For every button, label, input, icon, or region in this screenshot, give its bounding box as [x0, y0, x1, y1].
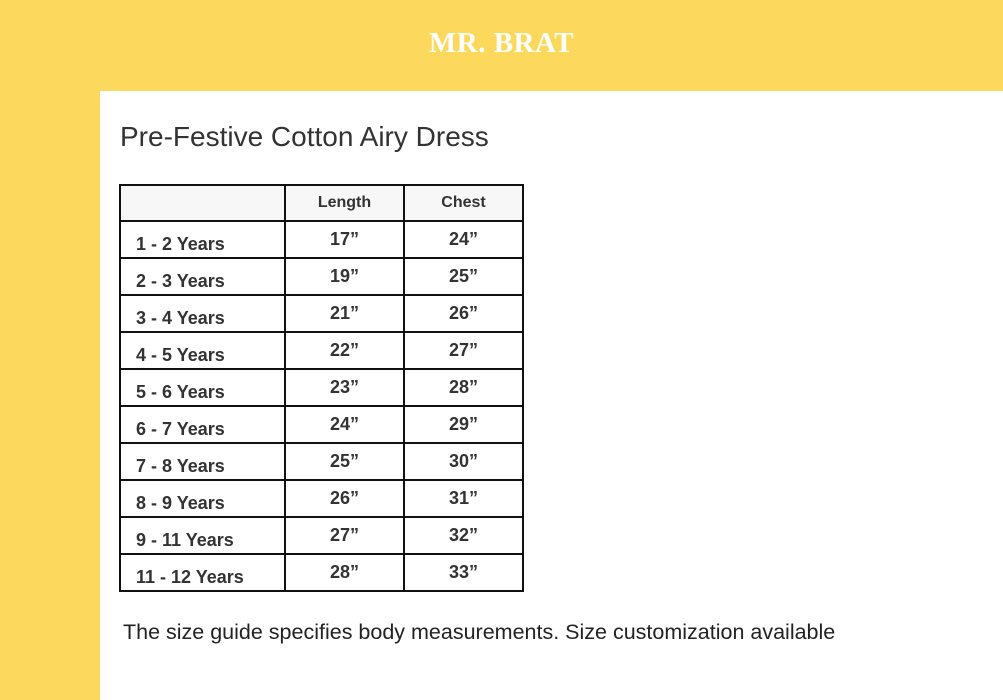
table-row	[120, 480, 523, 517]
column-header-chest: Chest	[404, 185, 523, 221]
length-cell: 24”	[285, 406, 404, 443]
length-cell: 27”	[285, 517, 404, 554]
table-row	[120, 443, 523, 480]
size-chart-table	[119, 184, 524, 592]
page-title: Pre-Festive Cotton Airy Dress	[120, 121, 489, 152]
table-row	[120, 406, 523, 443]
chest-cell: 26”	[404, 295, 523, 332]
length-cell: 22”	[285, 332, 404, 369]
size-cell: 8 - 9 Years	[120, 480, 285, 517]
size-cell: 2 - 3 Years	[120, 258, 285, 295]
chest-cell: 25”	[404, 258, 523, 295]
content-panel	[100, 91, 1003, 700]
chest-cell: 31”	[404, 480, 523, 517]
size-cell: 1 - 2 Years	[120, 221, 285, 258]
chest-cell: 32”	[404, 517, 523, 554]
length-cell: 26”	[285, 480, 404, 517]
table-row	[120, 258, 523, 295]
size-cell: 9 - 11 Years	[120, 517, 285, 554]
chest-cell: 33”	[404, 554, 523, 591]
size-cell: 7 - 8 Years	[120, 443, 285, 480]
size-cell: 11 - 12 Years	[120, 554, 285, 591]
length-cell: 23”	[285, 369, 404, 406]
chest-cell: 30”	[404, 443, 523, 480]
table-row	[120, 369, 523, 406]
table-row	[120, 295, 523, 332]
chest-cell: 29”	[404, 406, 523, 443]
column-header-size	[120, 185, 285, 221]
length-cell: 21”	[285, 295, 404, 332]
size-guide-note: The size guide specifies body measurements. Size customization available	[123, 620, 836, 644]
table-row	[120, 517, 523, 554]
size-cell: 6 - 7 Years	[120, 406, 285, 443]
column-header-length: Length	[285, 185, 404, 221]
table-row	[120, 554, 523, 591]
brand-logo: MR. BRAT	[428, 27, 575, 59]
length-cell: 17”	[285, 221, 404, 258]
size-cell: 4 - 5 Years	[120, 332, 285, 369]
size-cell: 3 - 4 Years	[120, 295, 285, 332]
length-cell: 19”	[285, 258, 404, 295]
length-cell: 28”	[285, 554, 404, 591]
length-cell: 25”	[285, 443, 404, 480]
chest-cell: 27”	[404, 332, 523, 369]
table-row	[120, 221, 523, 258]
chest-cell: 28”	[404, 369, 523, 406]
chest-cell: 24”	[404, 221, 523, 258]
table-header-row	[120, 185, 523, 221]
table-row	[120, 332, 523, 369]
size-cell: 5 - 6 Years	[120, 369, 285, 406]
